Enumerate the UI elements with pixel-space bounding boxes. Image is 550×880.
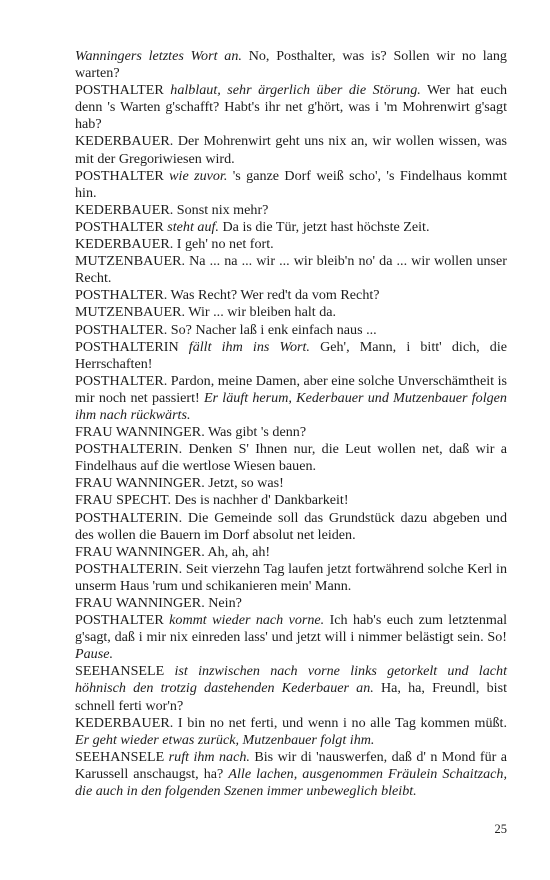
dialogue-text: FRAU WANNINGER. Was gibt 's denn?: [75, 424, 307, 441]
dialogue-text: KEDERBAUER. I bin no net ferti, und wenn i no alle Tag kommen müßt.: [75, 714, 507, 731]
paragraph: [75, 219, 507, 236]
paragraph: [75, 339, 507, 373]
dialogue-text: Ha, ha, Freundl, bist schnell ferti wor'n?: [75, 680, 507, 714]
stage-direction: Wanningers letztes Wort an.: [75, 48, 242, 64]
paragraph: [75, 287, 507, 304]
dialogue-text: POSTHALTER. Pardon, meine Damen, aber eine solche Unverschämtheit is mir noch net passiert!: [75, 372, 507, 406]
paragraph: [75, 441, 507, 475]
dialogue-text: MUTZENBAUER. Wir ... wir bleiben halt da.: [75, 304, 337, 321]
paragraph: [75, 663, 507, 714]
stage-direction: Alle lachen, ausgenommen Fräulein Schaitzach, die auch in den folgenden Szenen immer unbeweglich bleibt.: [75, 765, 507, 800]
paragraph: [75, 715, 507, 749]
dialogue-text: MUTZENBAUER. Na ... na ... wir ... wir bleib'n no' da ... wir wollen unser Recht.: [75, 253, 507, 287]
paragraph: [75, 253, 507, 287]
dialogue-text: POSTHALTER. So? Nacher laß i enk einfach naus ...: [75, 321, 377, 338]
paragraph: [75, 595, 507, 612]
paragraph: [75, 492, 507, 509]
text-body: [75, 48, 507, 800]
paragraph: [75, 133, 507, 167]
dialogue-text: 's ganze Dorf weiß scho', 's Findelhaus kommt hin.: [75, 167, 508, 201]
stage-direction: fällt ihm ins Wort.: [188, 338, 310, 355]
paragraph: [75, 304, 507, 321]
dialogue-text: POSTHALTERIN. Denken S' Ihnen nur, die Leut wollen net, daß wir a Findelhaus auf die wertlose Wiesen bauen.: [75, 441, 507, 475]
dialogue-text: Bis wir di 'nauswerfen, daß d' n Mond für a Karussell anschaugst, ha?: [75, 748, 507, 782]
dialogue-text: Wer hat euch denn 's Warten g'schafft? Habt's ihr net g'hört, was i 'm Mohrenwirt g'sagt hab?: [75, 82, 507, 133]
page-number: 25: [494, 822, 507, 836]
paragraph: [75, 561, 507, 595]
dialogue-text: FRAU WANNINGER. Jetzt, so was!: [75, 475, 284, 492]
dialogue-text: POSTHALTERIN. Seit vierzehn Tag laufen jetzt fortwährend solche Kerl in unserm Haus 'rum und schikanieren mein' Mann.: [75, 560, 507, 594]
stage-direction: Er geht wieder etwas zurück, Mutzenbauer folgt ihm.: [75, 731, 375, 748]
stage-direction: wie zuvor.: [169, 167, 228, 184]
paragraph: [75, 510, 507, 544]
dialogue-text: FRAU WANNINGER. Nein?: [75, 595, 242, 611]
paragraph: [75, 749, 507, 800]
dialogue-text: KEDERBAUER. Der Mohrenwirt geht uns nix an, wir wollen wissen, was mit der Gregoriwiesen wird.: [75, 133, 507, 167]
dialogue-text: POSTHALTERIN: [75, 338, 189, 355]
dialogue-text: KEDERBAUER. Sonst nix mehr?: [75, 201, 269, 218]
paragraph: [75, 612, 507, 663]
dialogue-text: FRAU SPECHT. Des is nachher d' Dankbarkeit!: [75, 492, 349, 509]
paragraph: [75, 82, 507, 133]
dialogue-text: SEEHANSELE: [75, 663, 175, 680]
dialogue-text: SEEHANSELE: [75, 748, 169, 765]
dialogue-text: KEDERBAUER. I geh' no net fort.: [75, 236, 274, 253]
paragraph: [75, 168, 507, 202]
paragraph: [75, 424, 507, 441]
dialogue-text: FRAU WANNINGER. Ah, ah, ah!: [75, 543, 271, 560]
dialogue-text: POSTHALTER: [75, 82, 171, 99]
stage-direction: Pause.: [75, 646, 113, 663]
paragraph: [75, 322, 507, 339]
stage-direction: kommt wieder nach vorne.: [169, 612, 325, 629]
stage-direction: halblaut, sehr ärgerlich über die Störung.: [170, 82, 421, 99]
paragraph: [75, 202, 507, 219]
dialogue-text: POSTHALTER: [75, 612, 170, 629]
stage-direction: ist inzwischen nach vorne links getorkelt und lacht höhnisch den trotzig dastehenden Kederbauer an.: [75, 663, 507, 697]
dialogue-text: Ich hab's euch zum letztenmal g'sagt, daß i mir nix einreden lass' und jetzt will i nimmer belästigt sein. So!: [75, 612, 507, 646]
dialogue-text: POSTHALTER. Was Recht? Wer red't da vom Recht?: [75, 287, 380, 304]
dialogue-text: Da is die Tür, jetzt hast höchste Zeit.: [218, 218, 430, 235]
dialogue-text: No, Posthalter, was is? Sollen wir no lang warten?: [75, 48, 507, 82]
paragraph: [75, 373, 507, 424]
dialogue-text: POSTHALTERIN. Die Gemeinde soll das Grundstück dazu abgeben und des wollen die Bauern im Dorf absolut net leiden.: [75, 509, 507, 543]
stage-direction: steht auf.: [167, 218, 219, 235]
paragraph: [75, 48, 507, 82]
stage-direction: Er läuft herum, Kederbauer und Mutzenbauer folgen ihm nach rückwärts.: [75, 389, 507, 423]
paragraph: [75, 475, 507, 492]
stage-direction: ruft ihm nach.: [168, 748, 250, 765]
dialogue-text: Geh', Mann, i bitt' dich, die Herrschaften!: [75, 338, 508, 372]
dialogue-text: POSTHALTER: [75, 167, 170, 184]
dialogue-text: POSTHALTER: [75, 218, 168, 235]
paragraph: [75, 544, 507, 561]
paragraph: [75, 236, 507, 253]
